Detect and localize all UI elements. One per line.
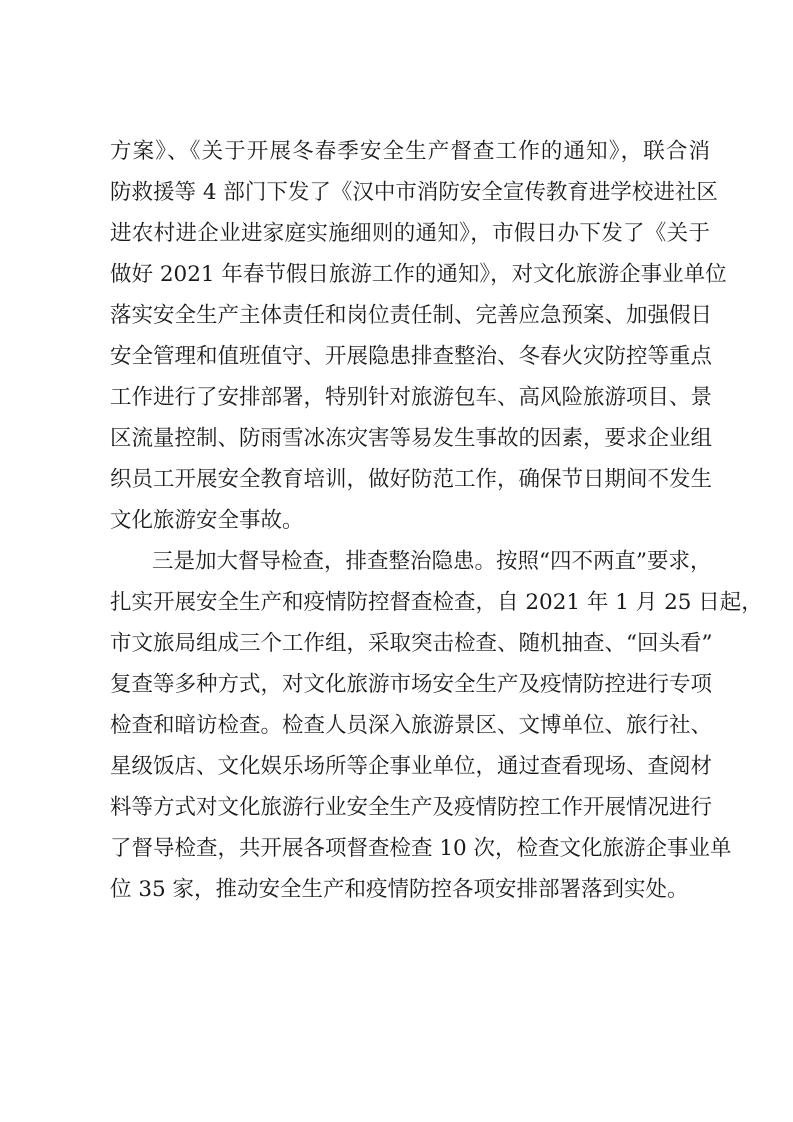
text-line: 检查和暗访检查。检查人员深入旅游景区、文博单位、旅行社、 bbox=[110, 713, 713, 738]
text-line: 织员工开展安全教育培训，做好防范工作，确保节日期间不发生 bbox=[110, 467, 713, 492]
text-line: 落实安全生产主体责任和岗位责任制、完善应急预案、加强假日 bbox=[110, 303, 713, 328]
text-line: 做好 2021 年春节假日旅游工作的通知》，对文化旅游企事业单位 bbox=[110, 262, 727, 287]
text-line: 三是加大督导检查，排查整治隐患。按照“四不两直”要求， bbox=[152, 549, 712, 574]
text-line: 星级饭店、文化娱乐场所等企事业单位，通过查看现场、查阅材 bbox=[110, 754, 713, 779]
text-line: 市文旅局组成三个工作组，采取突击检查、随机抽查、“回头看” bbox=[110, 631, 713, 656]
text-line: 进农村进企业进家庭实施细则的通知》，市假日办下发了《关于 bbox=[110, 221, 710, 246]
text-line: 安全管理和值班值守、开展隐患排查整治、冬春火灾防控等重点 bbox=[110, 344, 713, 369]
text-line: 区流量控制、防雨雪冰冻灾害等易发生事故的因素，要求企业组 bbox=[110, 426, 713, 451]
text-line: 文化旅游安全事故。 bbox=[110, 508, 304, 533]
text-line: 方案》、《关于开展冬春季安全生产督查工作的通知》，联合消 bbox=[110, 139, 710, 164]
text-line: 防救援等 4 部门下发了《汉中市消防安全宣传教育进学校进社区 bbox=[110, 180, 718, 205]
text-line: 扎实开展安全生产和疫情防控督查检查，自 2021 年 1 月 25 日起， bbox=[110, 590, 763, 615]
text-line: 复查等多种方式，对文化旅游市场安全生产及疫情防控进行专项 bbox=[110, 672, 713, 697]
text-line: 了督导检查，共开展各项督查检查 10 次，检查文化旅游企事业单 bbox=[110, 836, 732, 861]
text-line: 料等方式对文化旅游行业安全生产及疫情防控工作开展情况进行 bbox=[110, 795, 713, 820]
text-line: 工作进行了安排部署，特别针对旅游包车、高风险旅游项目、景 bbox=[110, 385, 713, 410]
text-line: 位 35 家，推动安全生产和疫情防控各项安排部署落到实处。 bbox=[110, 877, 689, 902]
